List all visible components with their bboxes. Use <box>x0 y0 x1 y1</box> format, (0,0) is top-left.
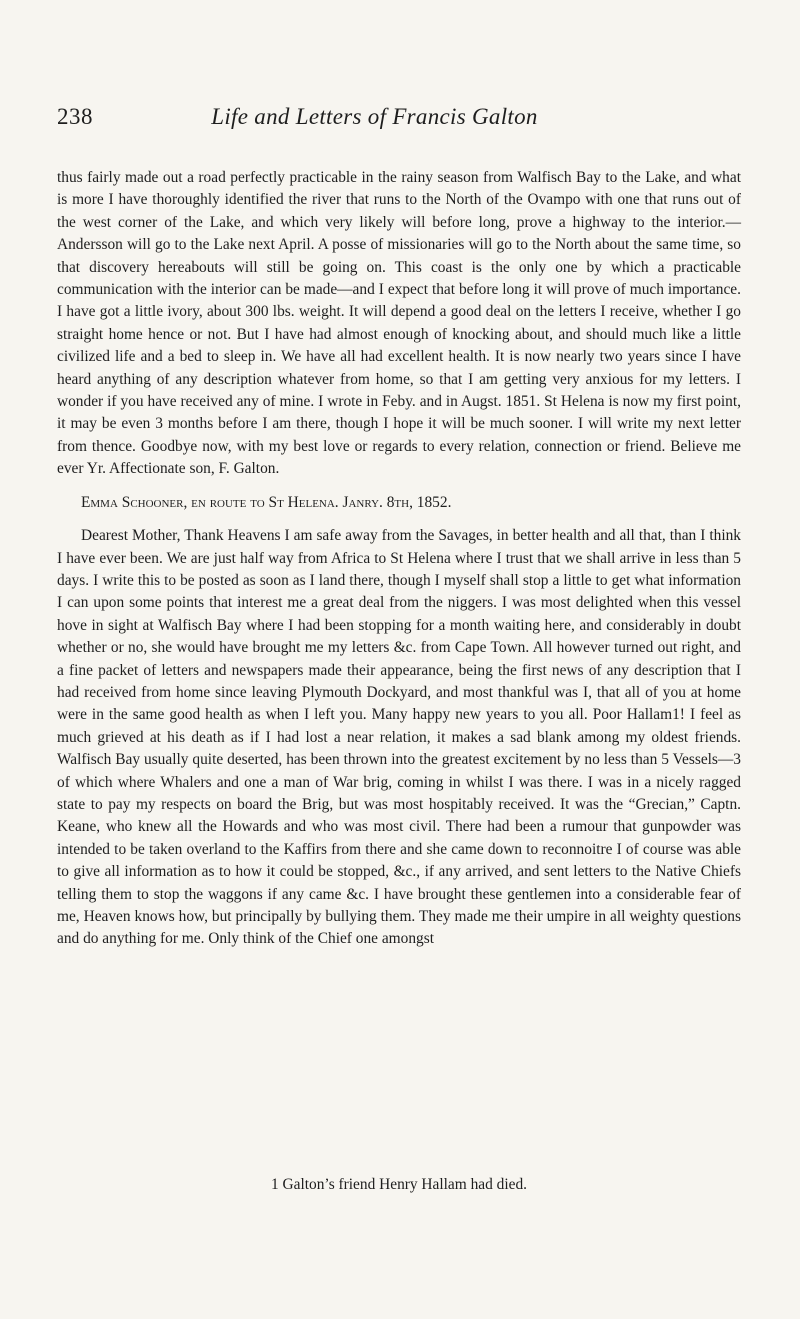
letter-dateline: Emma Schooner, en route to St Helena. Janry. 8th, 1852. <box>81 493 452 511</box>
running-title: Life and Letters of Francis Galton <box>211 104 538 129</box>
body-text <box>57 167 741 951</box>
page-header <box>57 104 692 134</box>
letter-body-paragraph: Dearest Mother, Thank Heavens I am safe away from the Savages, in better health and all that, than I think I have ever been. We are just half way from Africa to St Helena where I trust that we shall arrive in less than 5 days. I write this to be posted as soon as I land there, though I myself shall stop a little to get what information I can upon some points that interest me a great deal from the niggers. I was most delighted when this vessel hove in sight at Walfisch Bay where I had been stopping for a month waiting here, and considerably in doubt whether or no, she would have brought me my letters &c. from Cape Town. All however turned out right, and a fine packet of letters and newspapers made their appearance, being the first news of any description that I had received from home since leaving Plymouth Dockyard, and most thankful was I, that all of you at home were in the same good health as when I left you. Many happy new years to you all. Poor Hallam1! I feel as much grieved at his death as if I had lost a near relation, it makes a sad blank among my oldest friends. Walfisch Bay usually quite deserted, has been thrown into the greatest excitement by no less than 5 Vessels—3 of which where Whalers and one a man of War brig, coming in whilst I was there. I was in a nicely ragged state to pay my respects on board the Brig, but was most hospitably received. It was the “Grecian,” Captn. Keane, who knew all the Howards and who was most civil. There had been a rumour that gunpowder was intended to be taken overland to the Kaffirs from there and she came down to reconnoitre I of course was able to give all information as to how it could be stopped, &c., if any arrived, and sent letters to the Native Chiefs telling them to stop the waggons if any came &c. I have brought these gentlemen into a considerable fear of me, Heaven knows how, but principally by bullying them. They made me their umpire in all weighty questions and do anything for me. Only think of the Chief one amongst <box>57 527 741 948</box>
page-number: 238 <box>57 104 93 129</box>
footnote: 1 Galton’s friend Henry Hallam had died. <box>270 1176 527 1193</box>
letter-continuation-paragraph: thus fairly made out a road perfectly practicable in the rainy season from Walfisch Bay to the Lake, and what is more I have thoroughly identified the river that runs to the North of the Ovampo with one that runs out of the west corner of the Lake, and which very likely will before long, prove a highway to the interior.—Andersson will go to the Lake next April. A posse of missionaries will go to the North about the same time, so that discovery hereabouts will still be going on. This coast is the only one by which a practicable communication with the interior can be made—and I expect that before long it will prove of much importance. I have got a little ivory, about 300 lbs. weight. It will depend a good deal on the letters I receive, whether I go straight home hence or not. But I have had almost enough of knocking about, and should much like a little civilized life and a bed to sleep in. We have all had excellent health. It is now nearly two years since I have heard anything of any description whatever from home, so that I am getting very anxious for my letters. I wonder if you have received any of mine. I wrote in Feby. and in Augst. 1851. St Helena is now my first point, it may be even 3 months before I am there, though I hope it will be much sooner. I will write my next letter from thence. Goodbye now, with my best love or regards to every relation, connection or friend. Believe me ever Yr. Affectionate son, F. Galton. <box>57 169 741 478</box>
